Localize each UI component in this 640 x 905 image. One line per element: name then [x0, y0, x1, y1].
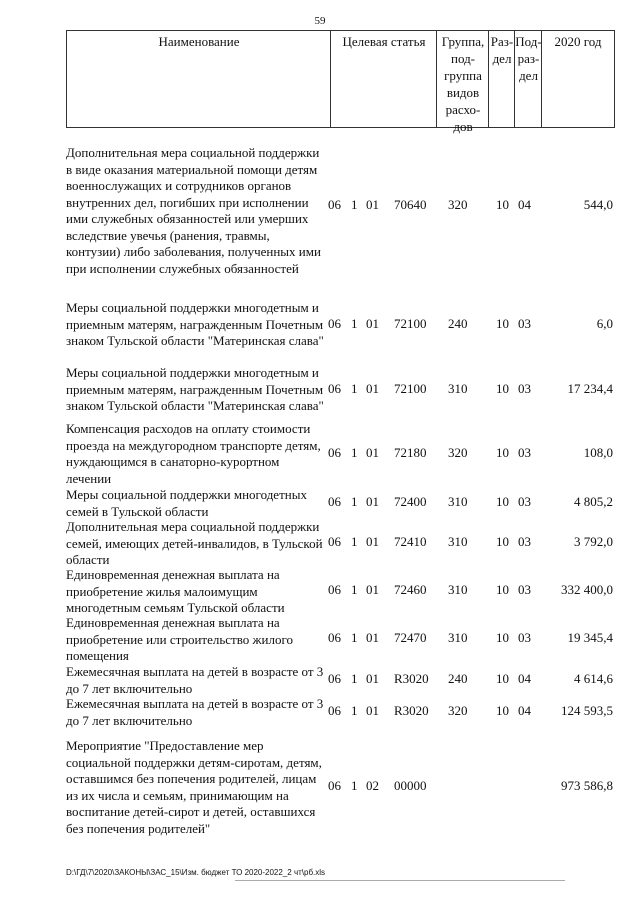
- header-section: Раз- дел: [490, 34, 514, 66]
- header-subsection-column: [515, 31, 542, 127]
- header-name: Наименование: [158, 34, 240, 49]
- row-amount: 19 345,4: [567, 630, 613, 645]
- row-amount: 544,0: [583, 197, 613, 212]
- header-name-column: [67, 31, 331, 127]
- row-section: 10: [496, 381, 509, 396]
- row-target-s3: 01: [366, 381, 379, 396]
- header-year-column: [542, 31, 614, 127]
- row-target-s4: R3020: [394, 703, 429, 718]
- row-name: Меры социальной поддержки многодетных семей в Тульской области: [66, 487, 307, 519]
- row-target-s1: 06: [328, 494, 341, 509]
- header-section-column: [489, 31, 515, 127]
- row-target-s2: 1: [351, 630, 358, 645]
- row-target-s2: 1: [351, 778, 358, 793]
- row-subsection: 03: [518, 582, 531, 597]
- header-group: Группа, под- группа видов расхо- дов: [441, 34, 485, 134]
- row-target-s4: 72460: [394, 582, 427, 597]
- row-target-s1: 06: [328, 630, 341, 645]
- row-target-s1: 06: [328, 381, 341, 396]
- row-group: 310: [448, 381, 468, 396]
- header-group-column: [437, 31, 489, 134]
- row-name: Мероприятие "Предоставление мер социальной поддержки детям-сиротам, детям, оставшимся без попечения родителей, лицам из их числа и семьям, принимающим на воспитание детей-сирот и детей, оставшихся без попечения родителей": [66, 738, 322, 836]
- row-target-s1: 06: [328, 316, 341, 331]
- row-section: 10: [496, 197, 509, 212]
- row-target-s4: 72180: [394, 445, 427, 460]
- row-subsection: 03: [518, 445, 531, 460]
- row-target-s1: 06: [328, 671, 341, 686]
- row-amount: 17 234,4: [567, 381, 613, 396]
- row-target-s3: 01: [366, 316, 379, 331]
- row-target-s2: 1: [351, 197, 358, 212]
- row-name: Дополнительная мера социальной поддержки в виде оказания материальной помощи детям военнослужащих и сотрудников органов внутренних дел, погибших при исполнении ими служебных обязанностей или умерших вследствие увечья (ранения, травмы, контузии) либо заболевания, полученных ими при исполнении служебных обязанностей: [66, 145, 321, 276]
- row-target-s3: 01: [366, 582, 379, 597]
- row-section: 10: [496, 671, 509, 686]
- footer-rule: [235, 880, 565, 881]
- row-target-s2: 1: [351, 582, 358, 597]
- row-target-s2: 1: [351, 703, 358, 718]
- row-amount: 124 593,5: [561, 703, 613, 718]
- row-group: 310: [448, 630, 468, 645]
- row-section: 10: [496, 582, 509, 597]
- row-target-s1: 06: [328, 703, 341, 718]
- row-group: 240: [448, 316, 468, 331]
- row-group: 320: [448, 197, 468, 212]
- row-target-s2: 1: [351, 534, 358, 549]
- row-section: 10: [496, 316, 509, 331]
- row-target-s1: 06: [328, 582, 341, 597]
- row-amount: 6,0: [596, 316, 613, 331]
- row-subsection: 04: [518, 671, 531, 686]
- row-section: 10: [496, 630, 509, 645]
- row-target-s2: 1: [351, 445, 358, 460]
- row-target-s1: 06: [328, 197, 341, 212]
- row-group: 320: [448, 703, 468, 718]
- row-target-s2: 1: [351, 316, 358, 331]
- row-amount: 4 805,2: [574, 494, 613, 509]
- row-subsection: 03: [518, 316, 531, 331]
- row-name: Компенсация расходов на оплату стоимости проезда на междугородном транспорте детям, нуждающимся в санаторно-курортном лечении: [66, 421, 321, 486]
- row-subsection: 03: [518, 494, 531, 509]
- row-target-s4: 72410: [394, 534, 427, 549]
- row-name: Ежемесячная выплата на детей в возрасте от 3 до 7 лет включительно: [66, 696, 324, 728]
- row-target-s2: 1: [351, 671, 358, 686]
- row-section: 10: [496, 534, 509, 549]
- row-target-s3: 02: [366, 778, 379, 793]
- row-target-s1: 06: [328, 778, 341, 793]
- row-group: 310: [448, 494, 468, 509]
- row-target-s4: 72400: [394, 494, 427, 509]
- row-target-s3: 01: [366, 197, 379, 212]
- row-target-s4: 00000: [394, 778, 427, 793]
- row-group: 310: [448, 534, 468, 549]
- row-target-s3: 01: [366, 630, 379, 645]
- row-target-s4: 72470: [394, 630, 427, 645]
- row-subsection: 03: [518, 534, 531, 549]
- row-target-s4: 72100: [394, 316, 427, 331]
- row-amount: 973 586,8: [561, 778, 613, 793]
- row-target-s4: 70640: [394, 197, 427, 212]
- header-subsection: Под- раз- дел: [515, 34, 542, 83]
- row-name: Меры социальной поддержки многодетным и приемным матерям, награжденным Почетным знаком Тульской области "Материнская слава": [66, 300, 324, 348]
- row-group: 320: [448, 445, 468, 460]
- row-subsection: 03: [518, 381, 531, 396]
- row-section: 10: [496, 445, 509, 460]
- row-target-s4: 72100: [394, 381, 427, 396]
- page-number: 59: [314, 15, 326, 27]
- header-target-article-column: [331, 31, 437, 127]
- row-group: 310: [448, 582, 468, 597]
- row-target-s3: 01: [366, 445, 379, 460]
- row-amount: 3 792,0: [574, 534, 613, 549]
- row-subsection: 04: [518, 703, 531, 718]
- file-path-footer: D:\ГД\7\2020\ЗАКОНЫ\ЗАС_15\Изм. бюджет ТО 2020-2022_2 чт\рб.xls: [66, 868, 326, 877]
- row-name: Единовременная денежная выплата на приобретение жилья малоимущим многодетным семьям Тульской области: [66, 567, 285, 615]
- header-year: 2020 год: [554, 34, 602, 49]
- row-amount: 4 614,6: [574, 671, 613, 686]
- row-section: 10: [496, 494, 509, 509]
- row-amount: 332 400,0: [561, 582, 613, 597]
- table-header: [66, 30, 615, 134]
- row-name: Дополнительная мера социальной поддержки семей, имеющих детей-инвалидов, в Тульской области: [66, 519, 323, 567]
- header-target-article: Целевая статья: [342, 34, 426, 49]
- row-target-s1: 06: [328, 445, 341, 460]
- row-group: 240: [448, 671, 468, 686]
- row-target-s1: 06: [328, 534, 341, 549]
- row-target-s4: R3020: [394, 671, 429, 686]
- row-section: 10: [496, 703, 509, 718]
- row-subsection: 03: [518, 630, 531, 645]
- row-amount: 108,0: [583, 445, 613, 460]
- row-target-s2: 1: [351, 494, 358, 509]
- row-target-s3: 01: [366, 703, 379, 718]
- row-name: Меры социальной поддержки многодетным и приемным матерям, награжденным Почетным знаком Тульской области "Материнская слава": [66, 365, 324, 413]
- row-target-s2: 1: [351, 381, 358, 396]
- row-target-s3: 01: [366, 671, 379, 686]
- row-target-s3: 01: [366, 494, 379, 509]
- row-name: Ежемесячная выплата на детей в возрасте от 3 до 7 лет включительно: [66, 664, 324, 696]
- row-target-s3: 01: [366, 534, 379, 549]
- row-subsection: 04: [518, 197, 531, 212]
- row-name: Единовременная денежная выплата на приобретение или строительство жилого помещения: [66, 615, 293, 663]
